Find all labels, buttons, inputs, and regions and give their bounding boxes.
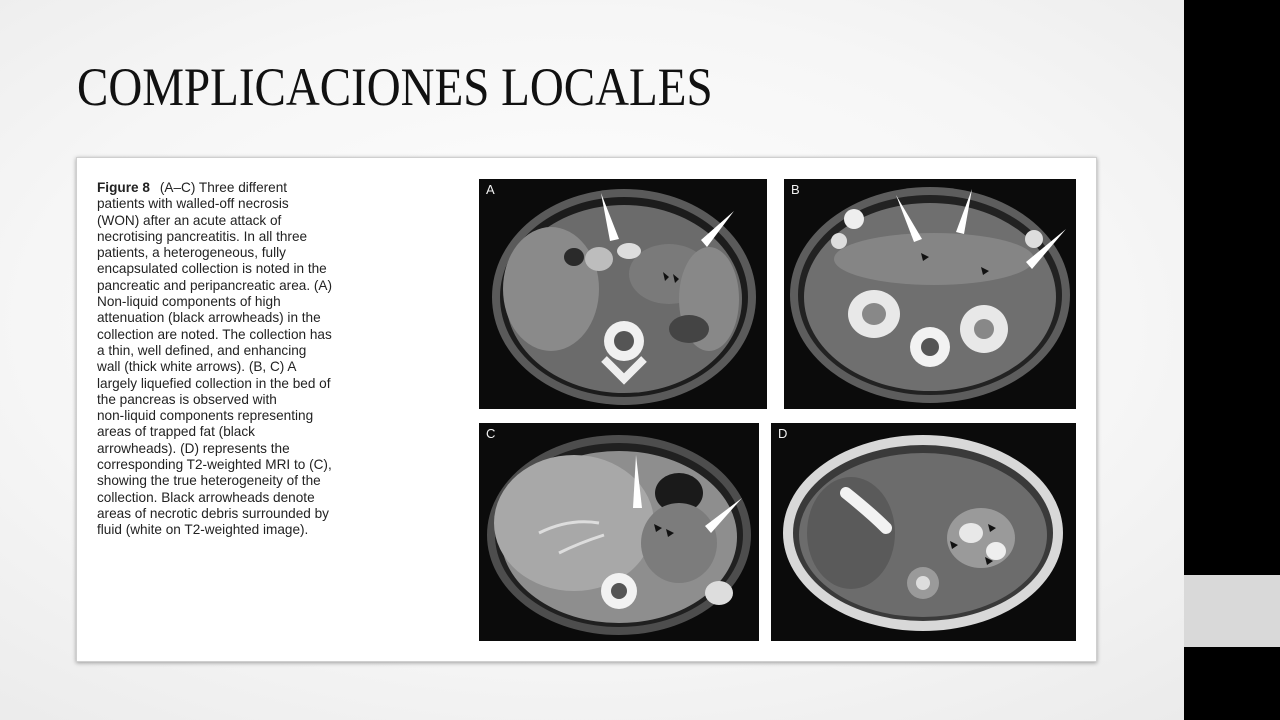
caption-line: largely liquefied collection in the bed of xyxy=(97,375,331,391)
figure-caption xyxy=(97,180,367,539)
panel-letter: D xyxy=(778,426,788,441)
figure-image xyxy=(76,157,1097,662)
slide-title: COMPLICACIONES LOCALES xyxy=(77,57,713,117)
ct-scan-panel-c xyxy=(479,423,759,641)
caption-line: corresponding T2-weighted MRI to (C), xyxy=(97,457,332,473)
caption-line: patients with walled-off necrosis xyxy=(97,196,289,212)
caption-line: Non-liquid components of high xyxy=(97,294,281,310)
caption-line: fluid (white on T2-weighted image). xyxy=(97,522,309,538)
panel-letter: A xyxy=(486,182,495,197)
caption-line: patients, a heterogeneous, fully xyxy=(97,245,286,261)
caption-line: non-liquid components representing xyxy=(97,408,314,424)
caption-line: the pancreas is observed with xyxy=(97,391,277,407)
ct-scan-a-image xyxy=(479,179,767,409)
side-bar-black-top xyxy=(1184,0,1280,575)
caption-line: Figure 8 (A–C) Three different xyxy=(97,180,288,195)
side-bar-gray xyxy=(1184,575,1280,647)
ct-scan-panel-b xyxy=(784,179,1076,409)
panel-letter: B xyxy=(791,182,800,197)
caption-line: a thin, well defined, and enhancing xyxy=(97,342,307,358)
caption-line: necrotising pancreatitis. In all three xyxy=(97,228,308,244)
mri-panel-d xyxy=(771,423,1076,641)
caption-line: collection. Black arrowheads denote xyxy=(97,489,315,505)
side-bar-black-bottom xyxy=(1184,647,1280,720)
caption-line: wall (thick white arrows). (B, C) A xyxy=(97,359,297,375)
ct-scan-panel-a xyxy=(479,179,767,409)
ct-scan-b-image xyxy=(784,179,1076,409)
caption-line: (WON) after an acute attack of xyxy=(97,212,282,228)
caption-line: encapsulated collection is noted in the xyxy=(97,261,327,277)
mri-d-image xyxy=(771,423,1076,641)
caption-line: pancreatic and peripancreatic area. (A) xyxy=(97,277,332,293)
panel-letter: C xyxy=(486,426,496,441)
figure-label: Figure 8 xyxy=(97,180,150,195)
caption-line: areas of necrotic debris surrounded by xyxy=(97,505,329,521)
caption-line: attenuation (black arrowheads) in the xyxy=(97,310,321,326)
caption-line: areas of trapped fat (black xyxy=(97,424,255,440)
caption-line: collection are noted. The collection has xyxy=(97,326,332,342)
caption-line: arrowheads). (D) represents the xyxy=(97,440,290,456)
caption-line: showing the true heterogeneity of the xyxy=(97,473,321,489)
ct-scan-c-image xyxy=(479,423,759,641)
